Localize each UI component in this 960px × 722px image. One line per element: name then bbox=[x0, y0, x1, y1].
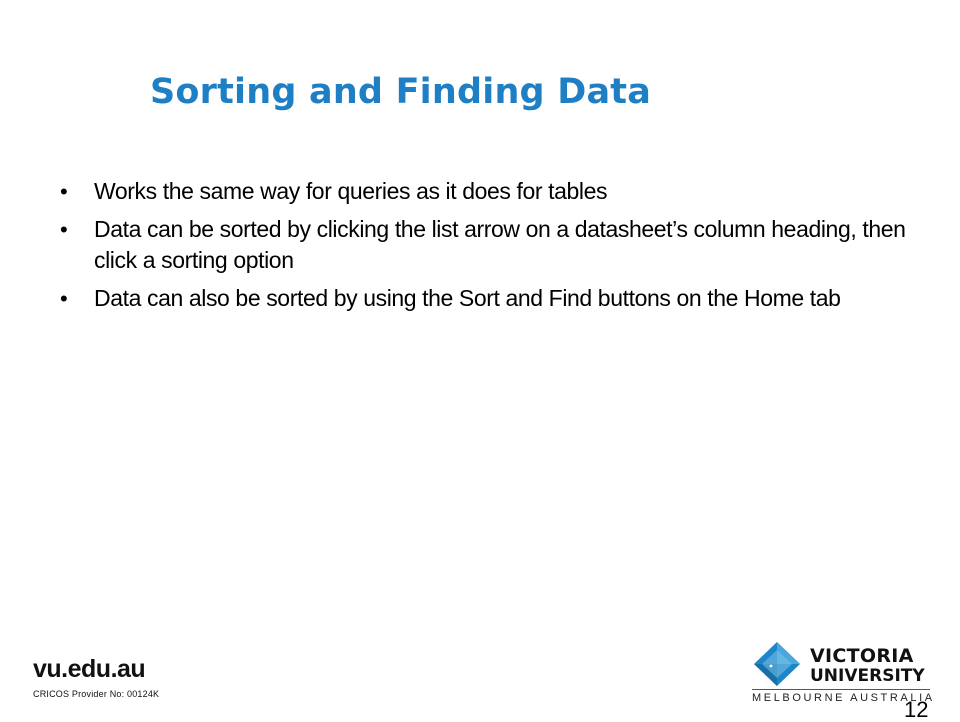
bullet-item bbox=[60, 214, 920, 276]
vu-diamond-icon bbox=[752, 640, 802, 688]
bullet-item bbox=[60, 176, 920, 207]
bullet-marker: • bbox=[60, 217, 68, 242]
logo-line3: MELBOURNE AUSTRALIA bbox=[752, 692, 935, 704]
bullet-text: Works the same way for queries as it does for tables bbox=[94, 178, 608, 204]
logo-line1: VICTORIA bbox=[810, 645, 914, 667]
bullet-text: Data can also be sorted by using the Sort and Find buttons on the Home tab bbox=[94, 285, 841, 311]
bullet-text: Data can be sorted by clicking the list arrow on a datasheet’s column heading, then click a sorting option bbox=[94, 216, 906, 273]
logo-divider bbox=[752, 689, 930, 690]
page-number: 12 bbox=[904, 697, 929, 722]
bullet-marker: • bbox=[60, 179, 68, 204]
bullet-item bbox=[60, 283, 920, 314]
bullet-marker: • bbox=[60, 286, 68, 311]
footer-url: vu.edu.au bbox=[33, 655, 146, 683]
slide-title: Sorting and Finding Data bbox=[150, 72, 652, 112]
bullet-list bbox=[60, 176, 920, 321]
logo-line2: UNIVERSITY bbox=[810, 666, 925, 686]
footer-left bbox=[33, 655, 159, 699]
cricos-text: CRICOS Provider No: 00124K bbox=[33, 689, 160, 699]
